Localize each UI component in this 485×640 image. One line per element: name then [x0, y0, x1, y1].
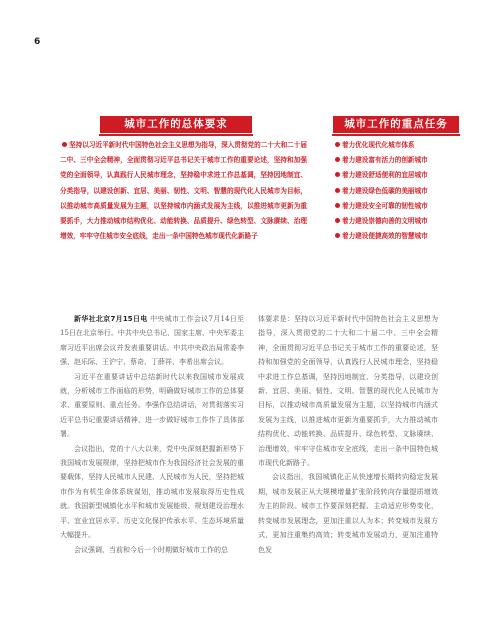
article-paragraph-text: 中央城市工作会议7月14日至15日在北京举行。中共中央总书记、国家主席、中央军委主席习近平出席会议并发表重要讲话。中共中央政治局常委李强、赵乐际、王沪宁、蔡奇、丁薛祥、李希出席会议。 — [60, 315, 244, 367]
article-column-right — [258, 312, 438, 557]
bullet-dot-icon — [335, 157, 340, 162]
bullet-dot-icon — [335, 233, 340, 238]
dateline: 新华社北京7月15日电 — [74, 315, 148, 323]
bullet-dot-icon — [335, 142, 340, 147]
task-item — [335, 138, 465, 153]
task-item — [335, 229, 465, 244]
bullet-dot-icon — [335, 203, 340, 208]
article-paragraph-continued: 体要求是：坚持以习近平新时代中国特色社会主义思想为指导，深入贯彻党的二十大和二十届二中、三中全会精神，全面贯彻习近平总书记关于城市工作的重要论述，坚持和加强党的全面领导，认真践行人民城市理念，坚持稳中求进工作总基调，坚持因地制宜、分类指导，以建设创新、宜居、美丽、韧性、文明、智慧的现代化人民城市为目标，以推动城市高质量发展为主题，以坚持城市内涵式发展为主线，以推进城市更新为重要抓手，大力推动城市结构优化、动能转换、品质提升、绿色转型、文脉赓续、治理增效，牢牢守住城市安全底线，走出一条中国特色城市现代化新路子。 — [258, 315, 438, 468]
bullet-dot-icon — [335, 218, 340, 223]
article-paragraph: 会议强调，当前和今后一个时期做好城市工作的总 — [74, 545, 228, 554]
tasks-heading: 城市工作的重点任务 — [333, 116, 459, 133]
page-number: 6 — [34, 37, 41, 47]
task-item — [335, 184, 465, 199]
task-item-label: 着力建设富有活力的创新城市 — [342, 156, 428, 165]
article-paragraph: 习近平在重要讲话中总结新时代以来我国城市发展成就，分析城市工作面临的形势，明确做好城市工作的总体要求、重要原则、重点任务。李强作总结讲话，对贯彻落实习近平总书记重要讲话精神、进一步做好城市工作作了具体部署。 — [60, 372, 244, 439]
task-item — [335, 168, 465, 183]
task-item-label: 着力建设崇德向善的文明城市 — [342, 217, 428, 226]
task-item-label: 着力建设舒适便利的宜居城市 — [342, 171, 428, 180]
article-paragraph: 会议指出，我国城镇化正从快速增长期转向稳定发展期，城市发展正从大规模增量扩张阶段转向存量提质增效为主的阶段。城市工作要深刻把握、主动适应形势变化，转变城市发展理念，更加注重以人为本；转变城市发展方式，更加注重集约高效；转变城市发展动力，更加注重特色发 — [258, 473, 438, 554]
task-item — [335, 153, 465, 168]
task-item — [335, 199, 465, 214]
task-list — [335, 138, 465, 244]
task-item-label: 着力建设安全可靠的韧性城市 — [342, 201, 428, 210]
task-item — [335, 214, 465, 229]
article-paragraph: 会议指出，党的十八大以来，党中央深刻把握新形势下我国城市发展规律，坚持把城市作为我国经济社会发展的重要载体，坚持人民城市人民建、人民城市为人民，坚持把城市作为有机生命体系统谋划，推动城市发展取得历史性成就。我国新型城镇化水平和城市发展能级、规划建设治理水平、宜业宜居水平、历史文化保护传承水平、生态环境质量大幅提升。 — [60, 444, 244, 540]
task-item-label: 着力优化现代化城市体系 — [342, 141, 415, 149]
bullet-dot-icon — [62, 142, 67, 147]
requirements-body: 坚持以习近平新时代中国特色社会主义思想为指导，深入贯彻党的二十大和二十届二中、三中全会精神，全面贯彻习近平总书记关于城市工作的重要论述，坚持和加强党的全面领导，认真践行人民城市理念，坚持稳中求进工作总基调，坚持因地制宜、分类指导，以建设创新、宜居、美丽、韧性、文明、智慧的现代化人民城市为目标，以推动城市高质量发展为主题，以坚持城市内涵式发展为主线，以推进城市更新为重要抓手，大力推动城市结构优化、动能转换、品质提升、绿色转型、文脉赓续、治理增效，牢牢守住城市安全底线，走出一条中国特色城市现代化新路子 — [60, 141, 307, 241]
article-column-left — [60, 312, 244, 557]
bullet-dot-icon — [335, 188, 340, 193]
task-item-label: 着力建设便捷高效的智慧城市 — [342, 232, 428, 241]
requirements-heading: 城市工作的总体要求 — [100, 116, 252, 133]
article-paragraph — [60, 312, 244, 370]
bullet-dot-icon — [335, 172, 340, 177]
requirements-text — [60, 138, 307, 244]
task-item-label: 着力建设绿色低碳的美丽城市 — [342, 186, 428, 195]
